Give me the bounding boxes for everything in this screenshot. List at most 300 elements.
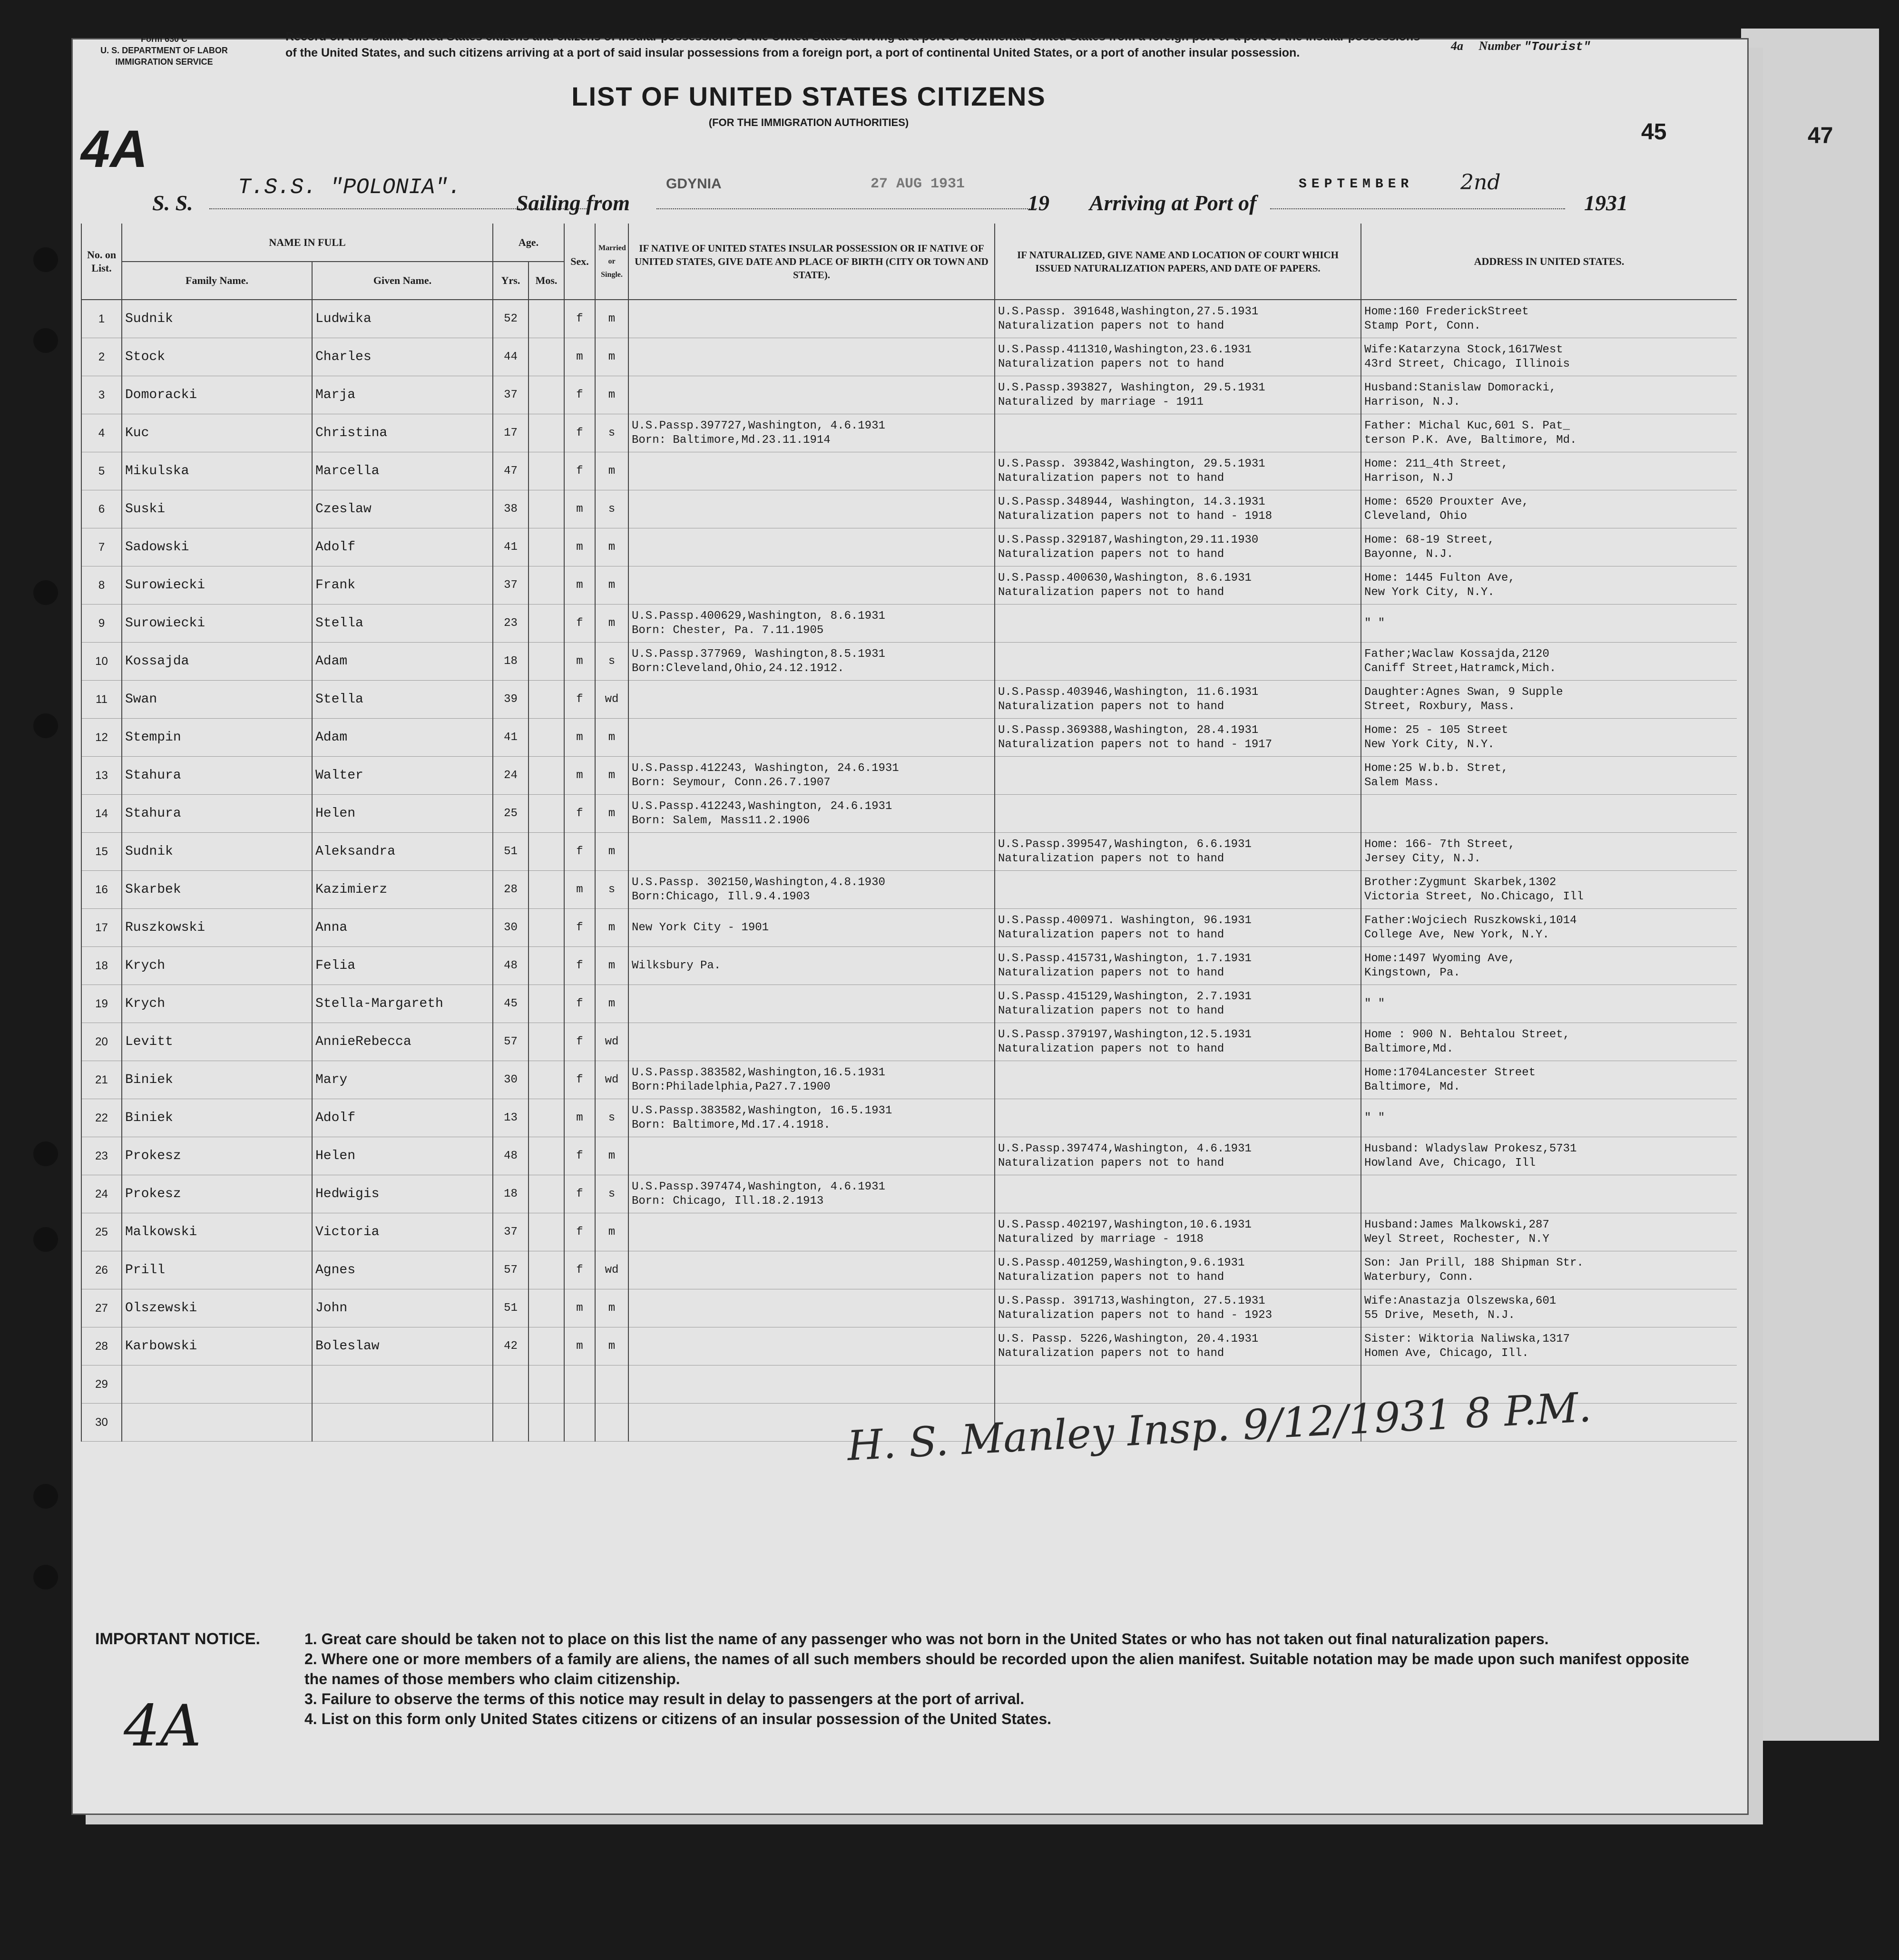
us-address-line-2: Baltimore,Md.: [1364, 1042, 1454, 1055]
us-address: [1361, 947, 1737, 985]
sex: m: [564, 1289, 595, 1327]
given-name: [312, 1365, 493, 1404]
age-years: 18: [493, 1175, 529, 1213]
us-address: [1361, 719, 1737, 757]
page-number-left: 45: [1641, 119, 1667, 145]
naturalization-info-line-2: Naturalization papers not to hand: [998, 1346, 1224, 1360]
family-name: Kossajda: [122, 643, 312, 681]
family-name: Malkowski: [122, 1213, 312, 1251]
birth-info: [628, 1023, 995, 1061]
table-row: [81, 528, 1737, 566]
voyage-line: [81, 147, 1660, 215]
sex: f: [564, 833, 595, 871]
naturalization-info: [995, 338, 1361, 376]
row-number: 12: [81, 719, 122, 757]
row-number: 11: [81, 681, 122, 719]
naturalization-info: [995, 528, 1361, 566]
marital-status: m: [595, 985, 628, 1023]
sex: f: [564, 300, 595, 338]
age-months: [529, 1404, 564, 1442]
birth-info-line-1: U.S.Passp.397727,Washington, 4.6.1931: [632, 419, 885, 432]
us-address-line-1: Father: Michal Kuc,601 S. Pat_: [1364, 419, 1570, 432]
given-name: AnnieRebecca: [312, 1023, 493, 1061]
naturalization-info-line-2: Naturalization papers not to hand: [998, 547, 1224, 561]
sex: m: [564, 338, 595, 376]
given-name: Adam: [312, 643, 493, 681]
sex: m: [564, 528, 595, 566]
birth-info-line-2: Born: Baltimore,Md.23.11.1914: [632, 433, 831, 447]
given-name: Helen: [312, 1137, 493, 1175]
table-row: [81, 1137, 1737, 1175]
us-address: [1361, 452, 1737, 490]
marital-status: [595, 1365, 628, 1404]
naturalization-info-line-1: U.S.Passp.369388,Washington, 28.4.1931: [998, 723, 1259, 737]
naturalization-info-line-1: U.S.Passp.393827, Washington, 29.5.1931: [998, 381, 1265, 394]
sex: f: [564, 985, 595, 1023]
given-name: Stella: [312, 681, 493, 719]
us-address-line-1: Husband:Stanislaw Domoracki,: [1364, 381, 1556, 394]
family-name: Swan: [122, 681, 312, 719]
naturalization-info-line-1: U.S.Passp.411310,Washington,23.6.1931: [998, 343, 1252, 356]
birth-info-line-2: Born:Philadelphia,Pa27.7.1900: [632, 1080, 831, 1093]
table-row: [81, 757, 1737, 795]
naturalization-info: [995, 643, 1361, 681]
marital-status: m: [595, 795, 628, 833]
us-address-line-1: Home: 166- 7th Street,: [1364, 838, 1515, 851]
birth-info-line-1: U.S.Passp.383582,Washington,16.5.1931: [632, 1066, 885, 1079]
sex: f: [564, 1137, 595, 1175]
age-years: 45: [493, 985, 529, 1023]
us-address-line-2: terson P.K. Ave, Baltimore, Md.: [1364, 433, 1577, 447]
age-years: 38: [493, 490, 529, 528]
sex: f: [564, 681, 595, 719]
us-address: [1361, 1213, 1737, 1251]
age-months: [529, 1061, 564, 1099]
row-number: 16: [81, 871, 122, 909]
sex: m: [564, 643, 595, 681]
naturalization-info-line-2: Naturalization papers not to hand - 1923: [998, 1308, 1273, 1322]
marital-status: m: [595, 338, 628, 376]
table-row: [81, 681, 1737, 719]
family-name: Stempin: [122, 719, 312, 757]
row-number: 9: [81, 605, 122, 643]
birth-info: [628, 490, 995, 528]
naturalization-info-line-2: Naturalization papers not to hand: [998, 585, 1224, 599]
marital-status: wd: [595, 1023, 628, 1061]
us-address-line-2: Homen Ave, Chicago, Ill.: [1364, 1346, 1529, 1360]
sailing-label: Sailing from: [516, 191, 630, 215]
row-number: 29: [81, 1365, 122, 1404]
row-number: 30: [81, 1404, 122, 1442]
us-address-line-2: New York City, N.Y.: [1364, 585, 1495, 599]
family-name: Sudnik: [122, 833, 312, 871]
row-number: 7: [81, 528, 122, 566]
sex: f: [564, 414, 595, 452]
family-name: Domoracki: [122, 376, 312, 414]
us-address-line-1: Husband:James Malkowski,287: [1364, 1218, 1549, 1231]
us-address-line-2: Cleveland, Ohio: [1364, 509, 1468, 523]
us-address-line-2: Jersey City, N.J.: [1364, 852, 1481, 865]
row-number: 3: [81, 376, 122, 414]
naturalization-info-line-1: U.S.Passp. 391648,Washington,27.5.1931: [998, 305, 1259, 318]
important-notice: [95, 1629, 1693, 1729]
us-address-line-1: " ": [1364, 616, 1385, 630]
us-address: [1361, 1175, 1737, 1213]
us-address-line-2: Bayonne, N.J.: [1364, 547, 1454, 561]
birth-info: [628, 681, 995, 719]
naturalization-info: [995, 1289, 1361, 1327]
naturalization-info-line-2: Naturalization papers not to hand: [998, 357, 1224, 371]
row-number: 15: [81, 833, 122, 871]
us-address-line-1: Home: 6520 Prouxter Ave,: [1364, 495, 1529, 508]
family-name: Stahura: [122, 757, 312, 795]
table-row: [81, 1023, 1737, 1061]
naturalization-info-line-1: U.S.Passp.415129,Washington, 2.7.1931: [998, 990, 1252, 1003]
document-title: LIST OF UNITED STATES CITIZENS: [571, 81, 1046, 111]
corner-mark-top: 4A: [81, 120, 148, 178]
family-name: Skarbek: [122, 871, 312, 909]
family-name: Levitt: [122, 1023, 312, 1061]
year-prefix: 19: [1028, 191, 1049, 215]
birth-info-line-1: U.S.Passp.412243, Washington, 24.6.1931: [632, 761, 899, 775]
age-months: [529, 338, 564, 376]
age-months: [529, 1023, 564, 1061]
row-number: 17: [81, 909, 122, 947]
family-name: Prokesz: [122, 1175, 312, 1213]
birth-info: [628, 1327, 995, 1365]
us-address-line-2: 43rd Street, Chicago, Illinois: [1364, 357, 1570, 371]
birth-info: [628, 528, 995, 566]
age-months: [529, 300, 564, 338]
us-address: [1361, 643, 1737, 681]
family-name: Krych: [122, 985, 312, 1023]
underlying-page: [1741, 29, 1879, 1741]
sex: f: [564, 947, 595, 985]
form-identifier: [57, 33, 271, 68]
us-address-line-2: Stamp Port, Conn.: [1364, 319, 1481, 332]
age-years: 37: [493, 1213, 529, 1251]
marital-status: m: [595, 719, 628, 757]
us-address: [1361, 1289, 1737, 1327]
binder-hole: [33, 713, 58, 738]
family-name: Krych: [122, 947, 312, 985]
row-number: 22: [81, 1099, 122, 1137]
marital-status: m: [595, 566, 628, 605]
list-number: [1451, 39, 1591, 54]
us-address-line-2: College Ave, New York, N.Y.: [1364, 928, 1549, 941]
naturalization-info-line-2: Naturalization papers not to hand: [998, 1270, 1224, 1284]
department: U. S. DEPARTMENT OF LABOR: [100, 46, 228, 55]
departure-port: GDYNIA: [666, 176, 722, 192]
given-name: John: [312, 1289, 493, 1327]
us-address: [1361, 566, 1737, 605]
age-months: [529, 681, 564, 719]
us-address: [1361, 833, 1737, 871]
age-months: [529, 1289, 564, 1327]
age-years: 37: [493, 566, 529, 605]
birth-info-line-2: Born: Baltimore,Md.17.4.1918.: [632, 1118, 831, 1131]
age-months: [529, 757, 564, 795]
sex: m: [564, 1327, 595, 1365]
birth-info-line-2: Born: Salem, Mass11.2.1906: [632, 814, 810, 827]
row-number: 1: [81, 300, 122, 338]
given-name: Christina: [312, 414, 493, 452]
ship-name: T.S.S. "POLONIA".: [238, 175, 461, 200]
marital-status: s: [595, 414, 628, 452]
naturalization-info-line-1: U.S.Passp.401259,Washington,9.6.1931: [998, 1256, 1245, 1269]
naturalization-info-line-2: Naturalization papers not to hand: [998, 852, 1224, 865]
given-name: Felia: [312, 947, 493, 985]
age-months: [529, 1251, 564, 1289]
birth-info-line-2: Born: Chicago, Ill.18.2.1913: [632, 1194, 824, 1208]
naturalization-info: [995, 376, 1361, 414]
naturalization-info-line-2: Naturalization papers not to hand: [998, 928, 1224, 941]
age-years: 17: [493, 414, 529, 452]
naturalization-info: [995, 985, 1361, 1023]
marital-status: m: [595, 376, 628, 414]
us-address-line-2: Harrison, N.J.: [1364, 395, 1460, 409]
us-address: [1361, 528, 1737, 566]
family-name: Ruszkowski: [122, 909, 312, 947]
us-address: [1361, 414, 1737, 452]
list-number-label: Number: [1478, 39, 1521, 53]
us-address-line-1: Wife:Anastazja Olszewska,601: [1364, 1294, 1556, 1307]
sex: f: [564, 605, 595, 643]
row-number: 20: [81, 1023, 122, 1061]
birth-info: [628, 300, 995, 338]
naturalization-info-line-2: Naturalized by marriage - 1911: [998, 395, 1204, 409]
given-name: Frank: [312, 566, 493, 605]
age-months: [529, 833, 564, 871]
naturalization-info: [995, 452, 1361, 490]
us-address: [1361, 681, 1737, 719]
sex: f: [564, 452, 595, 490]
us-address-line-1: Father:Wojciech Ruszkowski,1014: [1364, 914, 1577, 927]
naturalization-info: [995, 871, 1361, 909]
sex: [564, 1365, 595, 1404]
marital-status: m: [595, 452, 628, 490]
sex: m: [564, 1099, 595, 1137]
naturalization-info: [995, 1137, 1361, 1175]
given-name: Stella-Margareth: [312, 985, 493, 1023]
row-number: 24: [81, 1175, 122, 1213]
naturalization-info-line-1: U.S.Passp.379197,Washington,12.5.1931: [998, 1028, 1252, 1041]
header-marital: Married or Single.: [595, 224, 628, 300]
age-months: [529, 1213, 564, 1251]
row-number: 23: [81, 1137, 122, 1175]
sex: m: [564, 719, 595, 757]
us-address: [1361, 1137, 1737, 1175]
sex: m: [564, 566, 595, 605]
header-insular: IF NATIVE OF UNITED STATES INSULAR POSSESSION OR IF NATIVE OF UNITED STATES, GIVE DATE AND PLACE OF BIRTH (CITY OR TOWN AND STATE).: [628, 224, 995, 300]
us-address-line-1: Son: Jan Prill, 188 Shipman Str.: [1364, 1256, 1584, 1269]
binder-hole: [33, 1141, 58, 1166]
marital-status: wd: [595, 681, 628, 719]
form-number: Form 630 C: [140, 34, 188, 44]
us-address: [1361, 300, 1737, 338]
header-family-name: Family Name.: [122, 262, 312, 300]
age-years: 51: [493, 833, 529, 871]
given-name: Aleksandra: [312, 833, 493, 871]
row-number: 10: [81, 643, 122, 681]
age-years: 37: [493, 376, 529, 414]
family-name: Biniek: [122, 1099, 312, 1137]
row-number: 19: [81, 985, 122, 1023]
birth-info-line-2: Born: Seymour, Conn.26.7.1907: [632, 776, 831, 789]
given-name: Helen: [312, 795, 493, 833]
age-months: [529, 490, 564, 528]
sex: f: [564, 909, 595, 947]
age-months: [529, 947, 564, 985]
header-instructions: Record on this blank United States citizens and citizens of insular possessions of the United States arriving at a port of continental United States from a foreign port or a port of the insular possessions of the United States, and such citizens arriving at a port of said insular possessions from a foreign port, a port of continental United States, or a port of another insular possession.: [285, 30, 1420, 59]
table-row: [81, 414, 1737, 452]
marital-status: [595, 1404, 628, 1442]
table-row: [81, 719, 1737, 757]
given-name: Charles: [312, 338, 493, 376]
given-name: Agnes: [312, 1251, 493, 1289]
birth-info: [628, 985, 995, 1023]
marital-status: m: [595, 1213, 628, 1251]
family-name: Karbowski: [122, 1327, 312, 1365]
birth-info: [628, 947, 995, 985]
age-months: [529, 1327, 564, 1365]
header-naturalized: IF NATURALIZED, GIVE NAME AND LOCATION OF COURT WHICH ISSUED NATURALIZATION PAPERS, AND DATE OF PAPERS.: [995, 224, 1361, 300]
family-name: Prokesz: [122, 1137, 312, 1175]
naturalization-info-line-1: U.S.Passp.329187,Washington,29.11.1930: [998, 533, 1259, 546]
marital-status: s: [595, 490, 628, 528]
given-name: Stella: [312, 605, 493, 643]
us-address-line-1: Home: 1445 Fulton Ave,: [1364, 571, 1515, 585]
family-name: Mikulska: [122, 452, 312, 490]
us-address-line-1: Wife:Katarzyna Stock,1617West: [1364, 343, 1563, 356]
us-address-line-2: Caniff Street,Hatramck,Mich.: [1364, 662, 1556, 675]
sex: m: [564, 871, 595, 909]
sex: f: [564, 1213, 595, 1251]
binder-hole: [33, 247, 58, 272]
marital-status: m: [595, 1327, 628, 1365]
age-years: 48: [493, 947, 529, 985]
naturalization-info-line-1: U.S.Passp.402197,Washington,10.6.1931: [998, 1218, 1252, 1231]
given-name: Kazimierz: [312, 871, 493, 909]
naturalization-info-line-2: Naturalization papers not to hand - 1917: [998, 738, 1273, 751]
sex: f: [564, 1023, 595, 1061]
us-address-line-1: Father;Waclaw Kossajda,2120: [1364, 647, 1549, 661]
marital-status: m: [595, 528, 628, 566]
family-name: Olszewski: [122, 1289, 312, 1327]
birth-info: [628, 833, 995, 871]
marital-status: s: [595, 1175, 628, 1213]
birth-info: [628, 1061, 995, 1099]
naturalization-info-line-1: U.S.Passp.403946,Washington, 11.6.1931: [998, 685, 1259, 699]
naturalization-info-line-1: U.S.Passp.399547,Washington, 6.6.1931: [998, 838, 1252, 851]
header-name-in-full: NAME IN FULL: [122, 224, 493, 262]
page-number-right: 47: [1808, 123, 1833, 148]
age-years: 48: [493, 1137, 529, 1175]
given-name: Ludwika: [312, 300, 493, 338]
table-row: [81, 605, 1737, 643]
family-name: Prill: [122, 1251, 312, 1289]
family-name: Sudnik: [122, 300, 312, 338]
naturalization-info: [995, 1327, 1361, 1365]
row-number: 6: [81, 490, 122, 528]
birth-info: [628, 795, 995, 833]
age-years: 44: [493, 338, 529, 376]
us-address-line-1: Home : 900 N. Behtalou Street,: [1364, 1028, 1570, 1041]
birth-info: [628, 338, 995, 376]
age-months: [529, 452, 564, 490]
naturalization-info-line-1: U.S.Passp. 393842,Washington, 29.5.1931: [998, 457, 1265, 470]
given-name: Marcella: [312, 452, 493, 490]
table-row: [81, 300, 1737, 338]
sex: f: [564, 1251, 595, 1289]
header-sex: Sex.: [564, 224, 595, 300]
age-years: 30: [493, 1061, 529, 1099]
age-months: [529, 985, 564, 1023]
corner-mark-bottom: 4A: [124, 1693, 202, 1759]
birth-info: [628, 871, 995, 909]
us-address-line-1: Daughter:Agnes Swan, 9 Supple: [1364, 685, 1563, 699]
birth-info: [628, 719, 995, 757]
age-months: [529, 1365, 564, 1404]
notice-item: 1. Great care should be taken not to place on this list the name of any passenger who was not born in the United States or who has not taken out final naturalization papers.: [304, 1630, 1549, 1648]
age-years: 23: [493, 605, 529, 643]
header-mos: Mos.: [529, 262, 564, 300]
us-address-line-2: Street, Roxbury, Mass.: [1364, 700, 1515, 713]
us-address: [1361, 1099, 1737, 1137]
row-number: 14: [81, 795, 122, 833]
naturalization-info-line-2: Naturalization papers not to hand: [998, 1042, 1224, 1055]
birth-info: [628, 1175, 995, 1213]
table-row: [81, 566, 1737, 605]
marital-status: m: [595, 909, 628, 947]
birth-info-line-1: U.S.Passp.400629,Washington, 8.6.1931: [632, 609, 885, 623]
binder-hole: [33, 328, 58, 353]
marital-status: m: [595, 1289, 628, 1327]
naturalization-info: [995, 1061, 1361, 1099]
sex: [564, 1404, 595, 1442]
age-years: 25: [493, 795, 529, 833]
age-years: 57: [493, 1251, 529, 1289]
age-months: [529, 1099, 564, 1137]
marital-status: s: [595, 1099, 628, 1137]
table-row: [81, 909, 1737, 947]
family-name: Sadowski: [122, 528, 312, 566]
table-row: [81, 1289, 1737, 1327]
age-months: [529, 909, 564, 947]
notice-item: 3. Failure to observe the terms of this notice may result in delay to passengers at the port of arrival.: [304, 1690, 1025, 1707]
birth-info-line-2: Born:Chicago, Ill.9.4.1903: [632, 890, 810, 903]
given-name: Walter: [312, 757, 493, 795]
us-address: [1361, 871, 1737, 909]
naturalization-info: [995, 833, 1361, 871]
naturalization-info: [995, 1213, 1361, 1251]
table-row: [81, 1213, 1737, 1251]
given-name: Adolf: [312, 1099, 493, 1137]
family-name: Biniek: [122, 1061, 312, 1099]
given-name: [312, 1404, 493, 1442]
notice-item: 2. Where one or more members of a family are aliens, the names of all such members should be recorded upon the alien manifest. Suitable notation may be made upon such manifest opposite the names of those members who claim citizenship.: [304, 1650, 1689, 1687]
age-years: 39: [493, 681, 529, 719]
us-address-line-2: Weyl Street, Rochester, N.Y: [1364, 1232, 1549, 1246]
age-years: 28: [493, 871, 529, 909]
marital-status: m: [595, 757, 628, 795]
naturalization-info-line-1: U.S.Passp.397474,Washington, 4.6.1931: [998, 1142, 1252, 1155]
naturalization-info-line-1: U.S.Passp.400630,Washington, 8.6.1931: [998, 571, 1252, 585]
header-address: ADDRESS IN UNITED STATES.: [1361, 224, 1737, 300]
birth-info: [628, 566, 995, 605]
sex: f: [564, 1175, 595, 1213]
age-months: [529, 1137, 564, 1175]
